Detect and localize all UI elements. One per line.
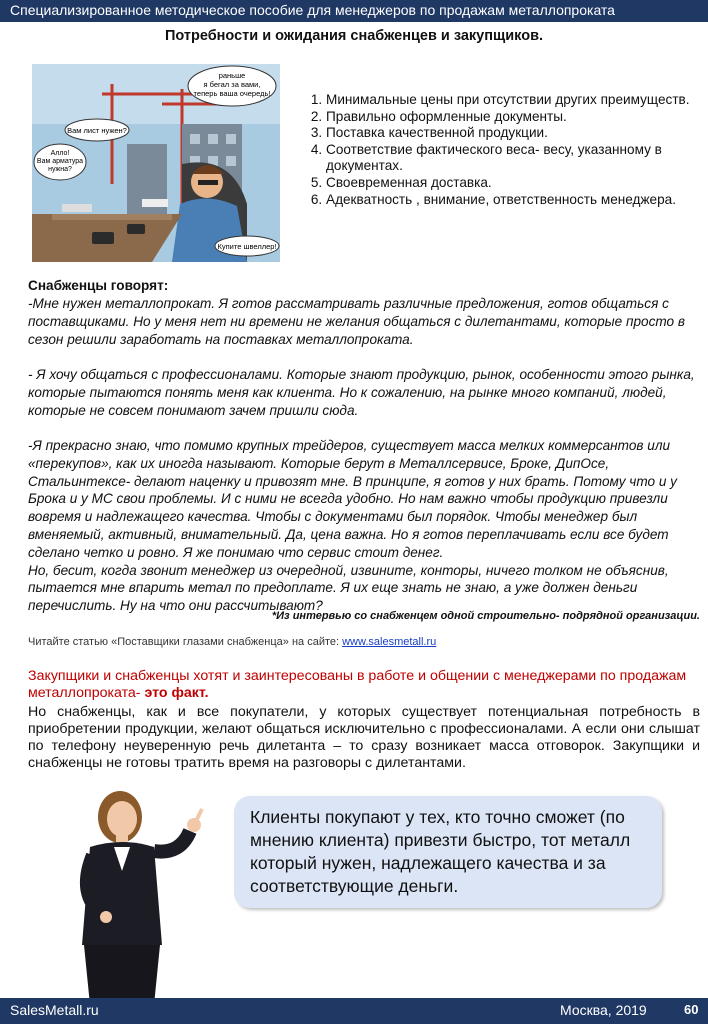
read-article-line [28, 636, 436, 648]
page-title: Потребности и ожидания снабженцев и закупщиков. [164, 28, 544, 44]
svg-text:я бегал за вами,: я бегал за вами, [203, 80, 261, 89]
list-item: 1. Минимальные цены при отсутствии других преимуществ. [326, 92, 696, 109]
suppliers-heading: Снабженцы говорят: [28, 278, 169, 293]
svg-text:нужна?: нужна? [48, 166, 72, 173]
svg-text:Алло!: Алло! [50, 150, 70, 157]
quote-block [28, 295, 700, 348]
site-link[interactable]: www.salesmetall.ru [342, 636, 437, 648]
quote-paragraph: - Я хочу общаться с профессионалами. Которые знают продукцию, рынок, особенности этого рынка, которые пытаются понять меня как клиента. Но к сожалению, на рынке много компаний, людей, которые не совсем понимают зачем пришли сюда. [28, 367, 695, 418]
footnote: *Из интервью со снабженцем одной строительно- подрядной организации. [271, 610, 700, 622]
quote-paragraph: -Я прекрасно знаю, что помимо крупных трейдеров, существует масса мелких коммерсантов или «перекупов», как их иногда называют. Которые берут в Металлсервисе, Броке, ДипОсе, Стальинтексе- делают наценку и привозят мне. В принципе, я готов у них брать. Потому что и у Брока и у МС свои проблемы. И с ними не всегда удобно. Но нам важно чтобы продукцию привезли вовремя и надлежащего качества. Чтобы с документами был порядок. Чтобы менеджер был вменяемый, активный, внимательный. Да, цена важна. Но я готов переплачивать если все будет сделано четко и ровно. Я же понимаю что сервис стоит денег. [28, 438, 677, 560]
businesswoman-illustration [62, 785, 212, 1005]
svg-text:Вам лист нужен?: Вам лист нужен? [67, 126, 127, 135]
list-item: 3. Поставка качественной продукции. [326, 125, 696, 142]
svg-text:раньше: раньше [218, 71, 246, 80]
footer-city: Москва, 2019 [560, 1002, 647, 1018]
list-item: 4. Соответствие фактического веса- весу, указанному в документах. [326, 142, 696, 175]
list-item: 2. Правильно оформленные документы. [326, 109, 696, 126]
svg-text:теперь ваша очередь!: теперь ваша очередь! [193, 89, 271, 98]
svg-text:Купите швеллер!: Купите швеллер! [217, 242, 277, 251]
fact-emphasis: это факт. [144, 685, 209, 701]
svg-text:Вам арматура: Вам арматура [36, 158, 84, 165]
callout-text: Клиенты покупают у тех, кто точно сможет (по мнению клиента) привезти быстро, тот металл который нужен, надлежащего качества и за соответствующие деньги. [250, 807, 631, 896]
list-item: 6. Адекватность , внимание, ответственность менеджера. [326, 192, 696, 209]
read-article-text: Читайте статью «Поставщики глазами снабженца» на сайте: [28, 636, 343, 648]
page-number: 60 [684, 1002, 699, 1017]
fact-text: Закупщики и снабженцы хотят и заинтересованы в работе и общении с менеджерами по продажам металлопроката- [28, 668, 687, 701]
quote-paragraph: Но, бесит, когда звонит менеджер из очередной, извините, конторы, ничего толком не объяснив, пытается мне впарить метал по предоплате. Я их еще знать не знаю, а уже должен деньги перечислить. Ну на что они рассчитывают? [28, 562, 669, 614]
list-item: 5. Своевременная доставка. [326, 175, 696, 192]
quote-block [28, 437, 700, 615]
footer-site: SalesMetall.ru [10, 1002, 99, 1018]
needs-list [304, 92, 696, 208]
cartoon-illustration [32, 64, 280, 262]
quote-block [28, 366, 700, 419]
footer-band [0, 998, 708, 1024]
header-band [0, 0, 708, 22]
body-paragraph: Но снабженцы, как и все покупатели, у которых существует потенциальная потребность в приобретении продукции, желают общаться исключительно с профессионалами. А если они слышат по телефону неуверенную речь дилетанта – то сразу возникает масса отговорок. Закупщики и снабженцы не готовы тратить время на разговоры с дилетантами. [28, 704, 700, 771]
callout-box [234, 796, 662, 908]
fact-statement [28, 668, 700, 702]
quote-paragraph: -Мне нужен металлопрокат. Я готов рассматривать различные предложения, готов общаться с поставщиками. Но у меня нет ни времени не желания общаться с дилетантами, которые просто в сезон решили заработать на поставках металлопроката. [28, 296, 685, 347]
header-text: Специализированное методическое пособие для менеджеров по продажам металлопроката [10, 2, 615, 18]
